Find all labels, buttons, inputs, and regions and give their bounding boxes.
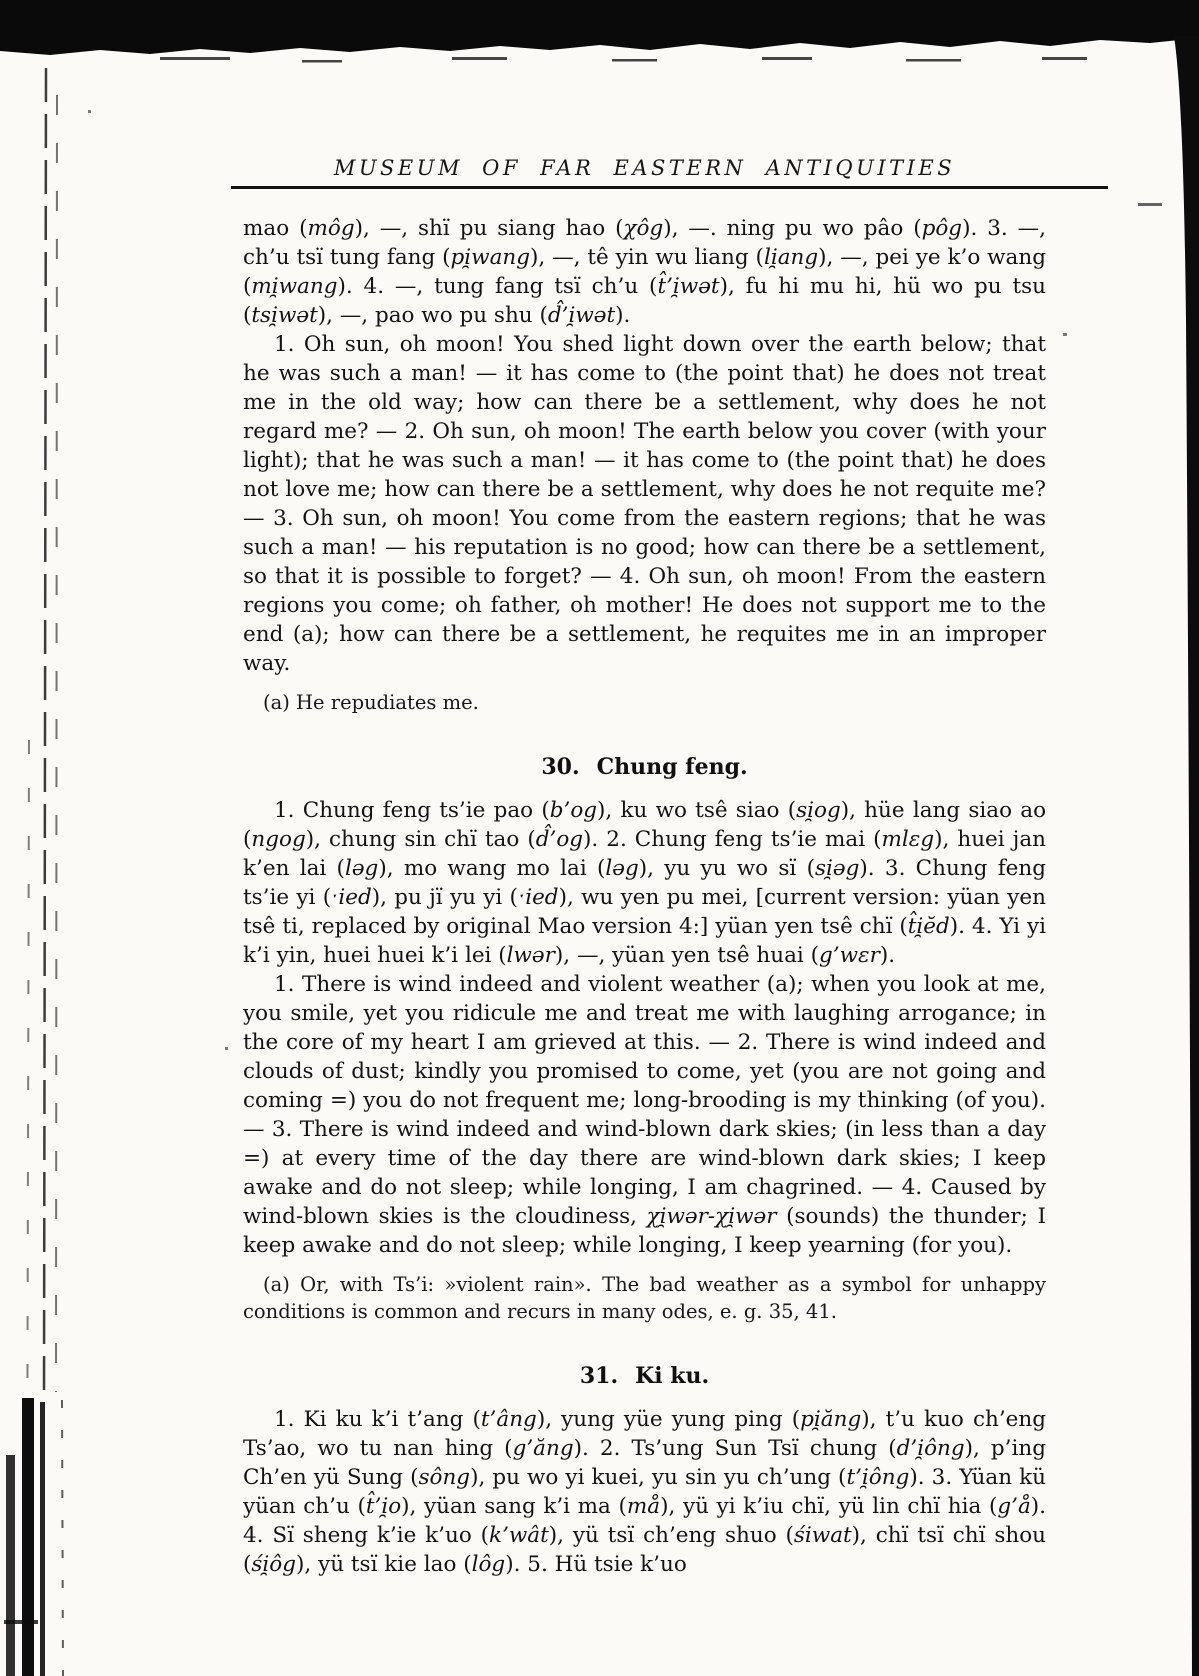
paragraph-ode30-transliteration: 1. Chung feng ts’ie pao (b’og), ku wo tsê siao (si̯og), hüe lang siao ao (ngog), chung sin chï tao (d̂’og). 2. Chung feng ts’ie mai (mlɛg), huei jan k’en lai (ləg), mo wang mo lai (ləg), yu yu wo sï (si̯əg). 3. Chung feng ts’ie yi (ˑied), pu jï yu yi (ˑied), wu yen pu mei, [current version: yüan yen tsê ti, replaced by original Mao version 4:] yüan yen tsê chï (t̂i̯ĕd). 4. Yi yi k’i yin, huei huei k’i lei (lwər), —, yüan yen tsê huai (g’wɛr). [243,798,1047,968]
ode-31-title: Ki ku. [635,1363,710,1389]
footnote-ode30: (a) Or, with Ts’i: »violent rain». The bad weather as a symbol for unhappy conditions is common and recurs in many odes, e. g. 35, 41. [243,1273,1046,1323]
running-head: MUSEUM OF FAR EASTERN ANTIQUITIES [333,156,956,180]
scan-binding-shadow [4,1398,45,1676]
footnote-ode29: (a) He repudiates me. [263,691,479,714]
scan-right-bar [1174,36,1199,1676]
paragraph-ode29-translation: 1. Oh sun, oh moon! You shed light down over the earth below; that he was such a man! — it has come to (the point that) he does not treat me in the old way; how can there be a settlement, why does he not regard me? — 2. Oh sun, oh moon! The earth below you cover (with your light); that he was such a man! — it has come to (the point that) he does not love me; how can there be a settlement, why does he not requite me? — 3. Oh sun, oh moon! You come from the eastern regions; that he was such a man! — his reputation is no good; how can there be a settlement, so that it is possible to forget? — 4. Oh sun, oh moon! From the eastern regions you come; oh father, oh mother! He does not support me to the end (a); how can there be a settlement, he requites me in an improper way. [243,332,1046,676]
paragraph-ode30-translation: 1. There is wind indeed and violent weather (a); when you look at me, you smile, yet you ridicule me and treat me with laughing arrogance; in the core of my heart I am grieved at this. — 2. There is wind indeed and clouds of dust; kindly you promised to come, yet (you are not going and coming =) you do not frequent me; long-brooding is my thinking (of you). — 3. There is wind indeed and wind-blown dark skies; (in less than a day =) at every time of the day there are wind-blown dark skies; I keep awake and do not sleep; while longing, I am chagrined. — 4. Caused by wind-blown skies is the cloudiness, χi̯wər-χi̯wər (sounds) the thunder; I keep awake and do not sleep; while longing, I keep yearning (for you). [243,972,1046,1258]
scan-left-lines [27,68,63,1676]
ode-heading-30 [243,754,1046,780]
ode-heading-31 [243,1363,1046,1389]
paragraph-ode29-transliteration: mao (môg), —, shï pu siang hao (χôg), —. ning pu wo pâo (pôg). 3. —, ch’u tsï tung fang (pi̯wang), —, tê yin wu liang (li̯ang), —, pei ye k’o wang (mi̯wang). 4. —, tung fang tsï ch’u (t̂’i̯wət), fu hi mu hi, hü wo pu tsu (tsi̯wət), —, pao wo pu shu (d̂’i̯wət). [243,216,1047,328]
paragraph-ode31-transliteration: 1. Ki ku k’i t’ang (t’âng), yung yüe yung ping (pi̯ăng), t’u kuo ch’eng Ts’ao, wo tu nan hing (g’ăng). 2. Ts’ung Sun Tsï chung (d’i̯ông), p’ing Ch’en yü Sung (sông), pu wo yi kuei, yu sin yu ch’ung (t’i̯ông). 3. Yüan kü yüan ch’u (t̂’i̯o), yüan sang k’i ma (må), yü yi k’iu chï, yü lin chï hia (g’å). 4. Sï sheng k’ie k’uo (k’wât), yü tsï ch’eng shuo (śiwat), chï tsï chï shou (śi̯ôg), yü tsï kie lao (lôg). 5. Hü tsie k’uo [243,1407,1047,1577]
ode-31-number: 31. [579,1363,619,1389]
text-block [243,0,1046,1579]
ode-30-title: Chung feng. [596,754,748,780]
header-rule [231,186,1108,189]
ode-30-number: 30. [541,754,580,780]
scan-rule-dash [1138,203,1162,206]
